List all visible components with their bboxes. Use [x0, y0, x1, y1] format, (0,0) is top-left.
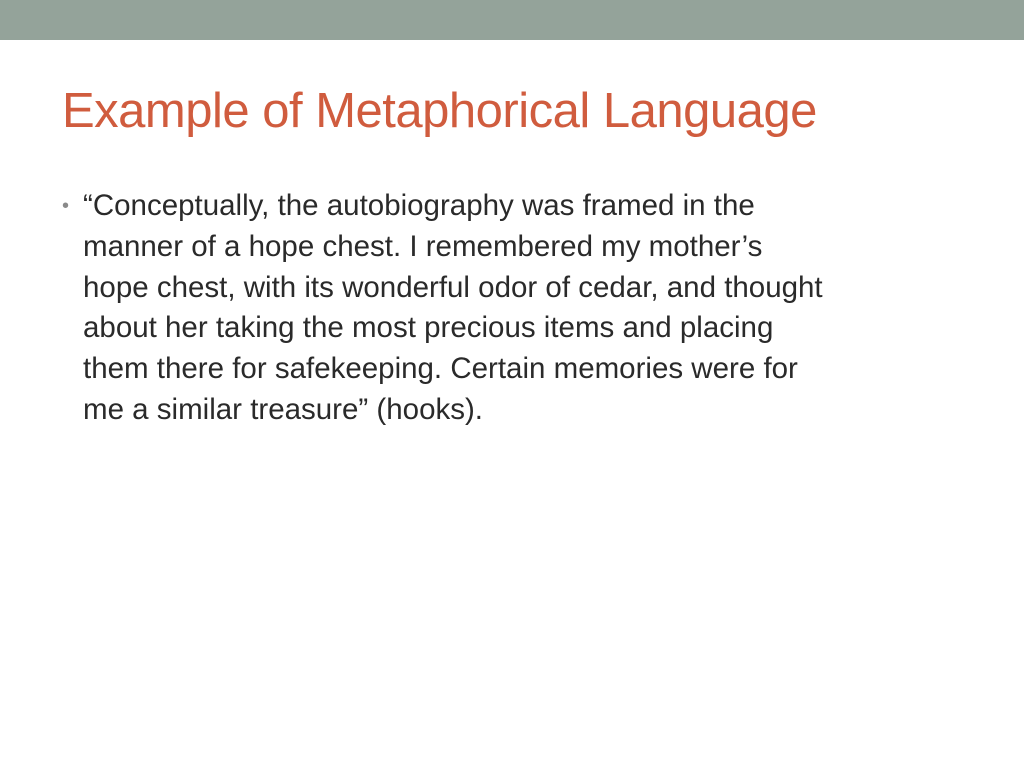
- bullet-marker: •: [62, 195, 70, 217]
- bullet-list: [62, 186, 962, 431]
- quote-line: about her taking the most precious items and placing: [83, 311, 774, 345]
- quote-line: manner of a hope chest. I remembered my mother’s: [83, 229, 763, 263]
- slide-title: Example of Metaphorical Language: [62, 84, 817, 138]
- bullet-item: [62, 186, 962, 431]
- quote-line: them there for safekeeping. Certain memories were for: [83, 352, 798, 386]
- quote-line: me a similar treasure” (hooks).: [83, 392, 483, 426]
- top-color-band: [0, 0, 1024, 40]
- quote-line: “Conceptually, the autobiography was framed in the: [83, 189, 755, 222]
- quote-line: hope chest, with its wonderful odor of cedar, and thought: [83, 270, 823, 304]
